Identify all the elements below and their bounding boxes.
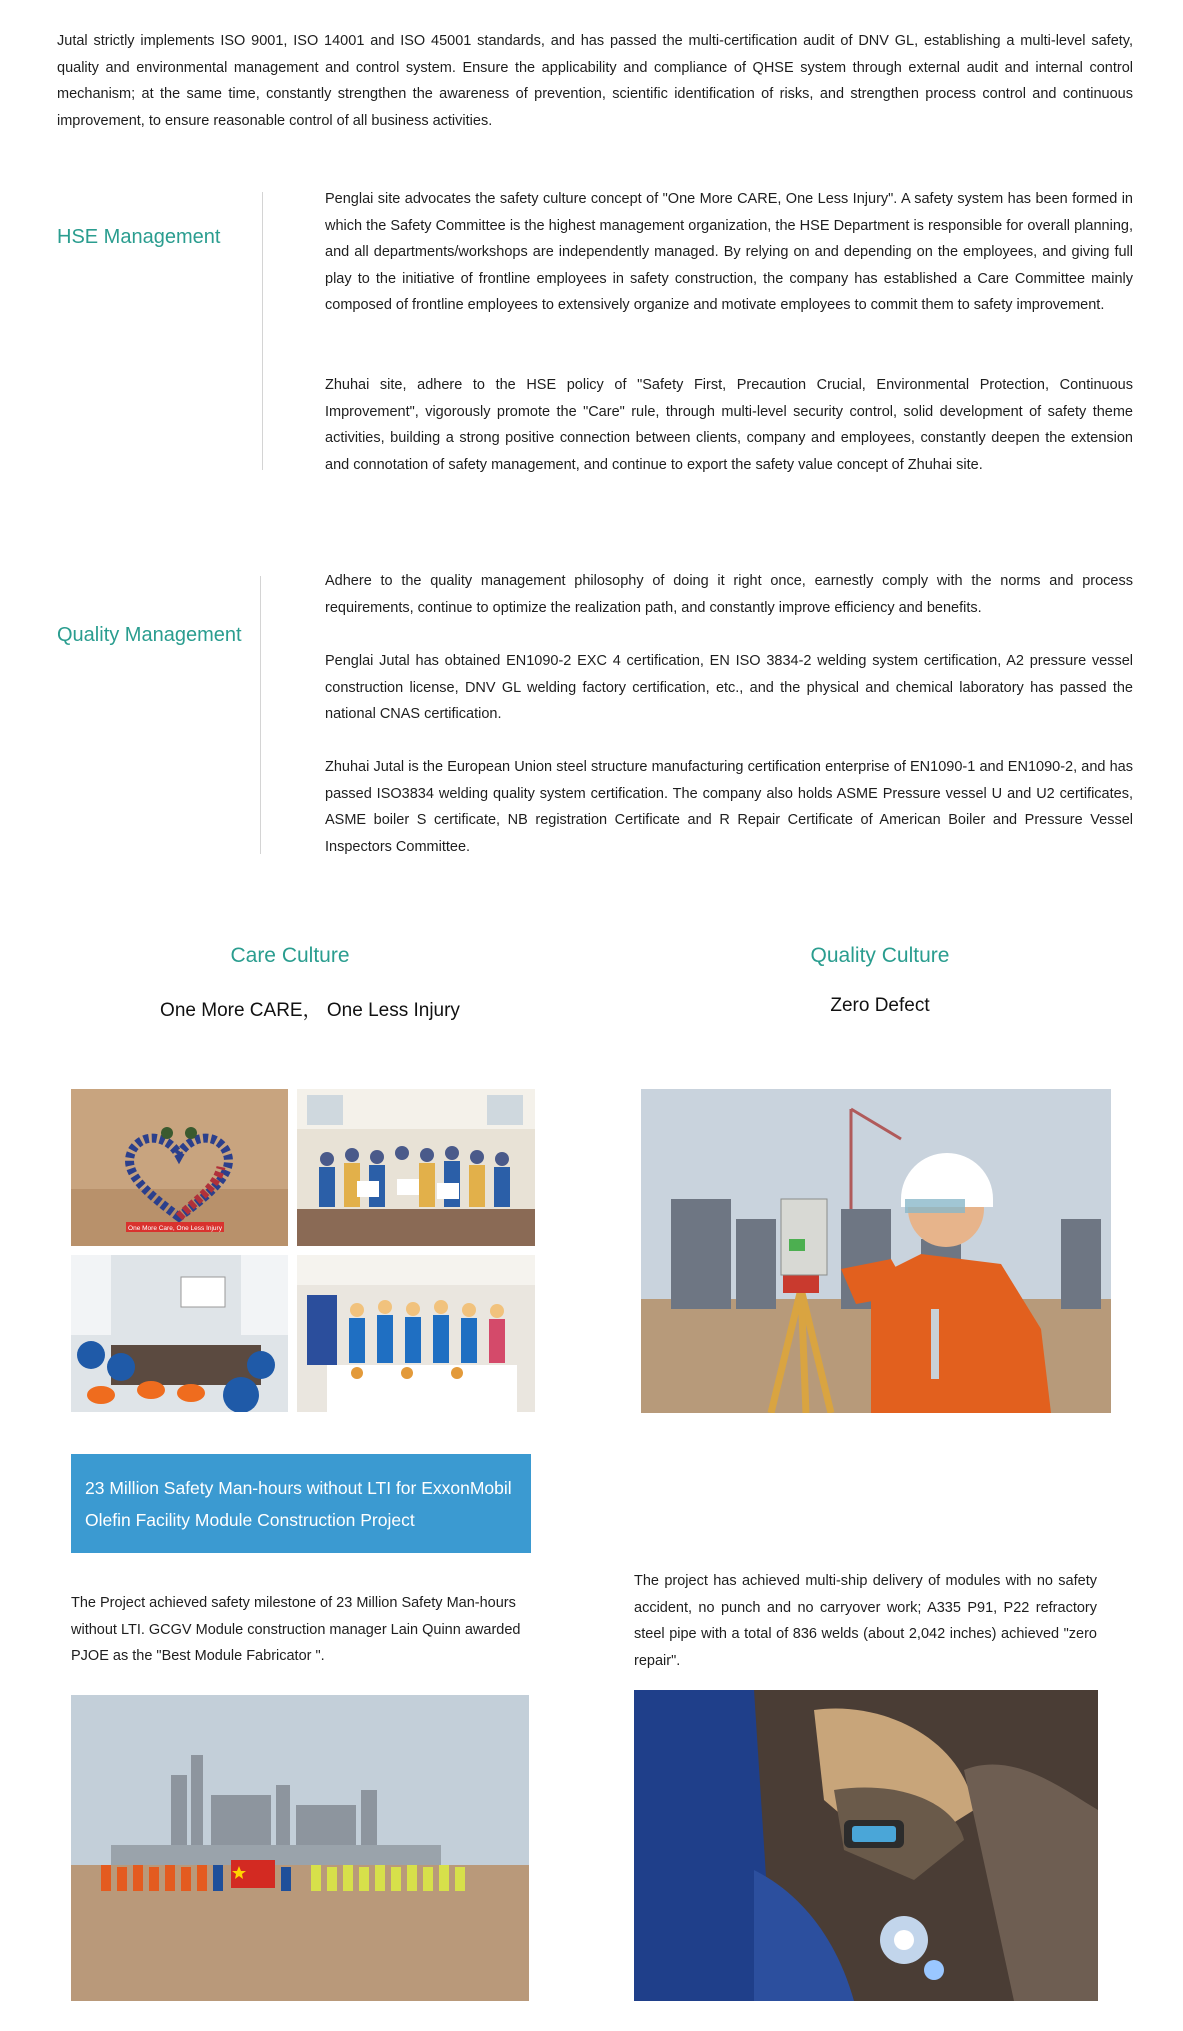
project-group-image bbox=[71, 1695, 529, 2001]
training-meeting-photo bbox=[71, 1255, 288, 1412]
team-celebration-photo bbox=[297, 1255, 535, 1412]
quality-milestone-text: The project has achieved multi-ship delivery of modules with no safety accident, no punch and no carryover work; A335 P91, P22 refractory steel pipe with a total of 836 welds (about 2,042 inches) achieved "zero repair". bbox=[634, 1573, 1097, 1669]
heart-formation-image bbox=[71, 1089, 288, 1246]
care-milestone-text: The Project achieved safety milestone of 23 Million Safety Man-hours without LTI. GCGV Module construction manager Lain Quinn awarded PJOE as the "Best Module Fabricator ". bbox=[71, 1595, 521, 1664]
quality-title: Quality Management bbox=[57, 624, 242, 646]
hse-paragraph-1: Penglai site advocates the safety culture concept of "One More CARE, One Less Injury". A safety system has been formed in which the Safety Committee is the highest management organization, the HSE Department is responsible for overall planning, and all departments/workshops are independently managed. By relying on and depending on the employees, and giving full play to the initiative of frontline employees in safety construction, the company has established a Care Committee mainly composed of frontline employees to extensively organize and motivate employees to commit them to safety improvement. bbox=[325, 191, 1133, 313]
heart-formation-photo bbox=[71, 1089, 288, 1246]
hse-divider bbox=[262, 192, 263, 470]
care-culture-title: Care Culture bbox=[230, 944, 350, 967]
surveyor-photo bbox=[641, 1089, 1111, 1413]
quality-culture-slogan: Zero Defect bbox=[830, 995, 930, 1016]
surveyor-image bbox=[641, 1089, 1111, 1413]
team-celebration-image bbox=[297, 1255, 535, 1412]
children-group-image bbox=[297, 1089, 535, 1246]
quality-culture-title: Quality Culture bbox=[810, 944, 950, 967]
care-culture-slogan: One More CARE， One Less Injury bbox=[160, 1000, 460, 1021]
quality-paragraph-3: Zhuhai Jutal is the European Union steel structure manufacturing certification enterprise of EN1090-1 and EN1090-2, and has passed ISO3834 welding quality system certification. The company also holds ASME Pressure vessel U and U2 certificates, ASME boiler S certificate, NB registration Certificate and R Repair Certificate of American Boiler and Pressure Vessel Inspectors Committee. bbox=[325, 759, 1133, 855]
welder-photo bbox=[634, 1690, 1098, 2001]
intro-paragraph: Jutal strictly implements ISO 9001, ISO 14001 and ISO 45001 standards, and has passed the multi-certification audit of DNV GL, establishing a multi-level safety, quality and environmental management and control system. Ensure the applicability and compliance of QHSE system through external audit and internal control mechanism; at the same time, constantly strengthen the awareness of prevention, scientific identification of risks, and strengthen process control and continuous improvement, to ensure reasonable control of all business activities. bbox=[57, 33, 1133, 129]
quality-divider bbox=[260, 576, 261, 854]
hse-title: HSE Management bbox=[57, 226, 221, 248]
quality-paragraph-2: Penglai Jutal has obtained EN1090-2 EXC 4 certification, EN ISO 3834-2 welding system certification, A2 pressure vessel construction license, DNV GL welding factory certification, etc., and the physical and chemical laboratory has passed the national CNAS certification. bbox=[325, 653, 1133, 722]
welder-image bbox=[634, 1690, 1098, 2001]
children-group-photo bbox=[297, 1089, 535, 1246]
milestone-banner: 23 Million Safety Man-hours without LTI for ExxonMobil Olefin Facility Module Construction Project bbox=[71, 1454, 531, 1553]
banner-sign-text: One More Care, One Less Injury bbox=[128, 1225, 222, 1232]
project-group-photo bbox=[71, 1695, 529, 2001]
hse-paragraph-2: Zhuhai site, adhere to the HSE policy of "Safety First, Precaution Crucial, Environmental Protection, Continuous Improvement", vigorously promote the "Care" rule, through multi-level security control, solid development of safety theme activities, building a strong positive connection between clients, company and employees, constantly deepen the extension and connotation of safety management, and continue to export the safety value concept of Zhuhai site. bbox=[325, 377, 1133, 473]
training-meeting-image bbox=[71, 1255, 288, 1412]
quality-paragraph-1: Adhere to the quality management philosophy of doing it right once, earnestly comply with the norms and process requirements, continue to optimize the realization path, and constantly improve efficiency and benefits. bbox=[325, 573, 1133, 616]
